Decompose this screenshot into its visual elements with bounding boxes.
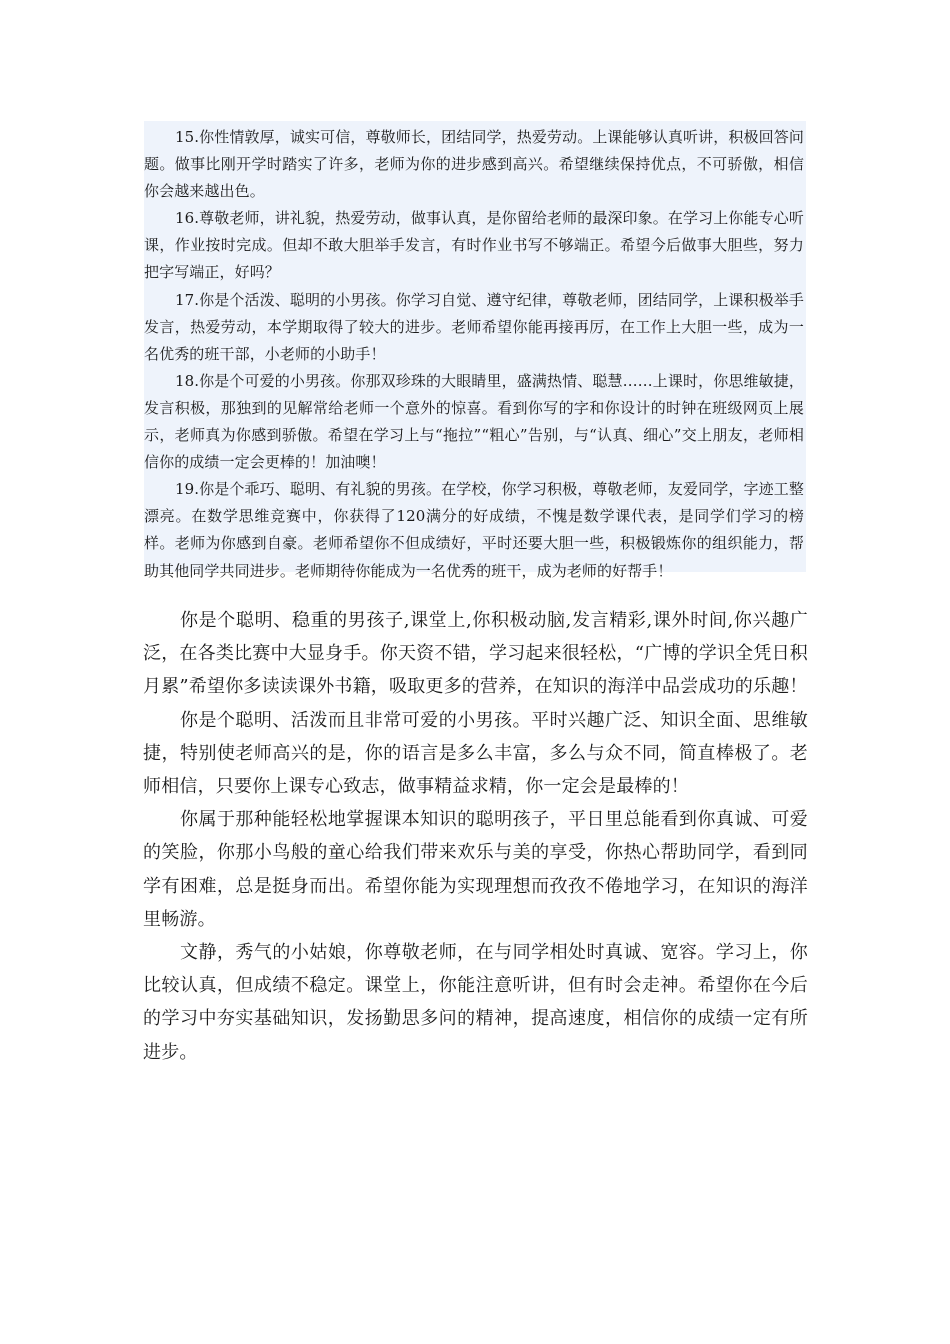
comment-paragraph-19: 19.你是个乖巧、聪明、有礼貌的男孩。在学校，你学习积极，尊敬老师，友爱同学，字迹工整漂亮。在数学思维竞赛中，你获得了120满分的好成绩，不愧是数学课代表，是同学们学习的榜样。老师为你感到自豪。老师希望你不但成绩好，平时还要大胆一些，积极锻炼你的组织能力，帮助其他同学共同进步。老师期待你能成为一名优秀的班干，成为老师的好帮手！ (144, 480, 804, 580)
comment-paragraph-16: 16.尊敬老师，讲礼貌，热爱劳动，做事认真，是你留给老师的最深印象。在学习上你能专心听课，作业按时完成。但却不敢大胆举手发言，有时作业书写不够端正。希望今后做事大胆些，努力把字写端正，好吗？ (144, 209, 804, 282)
comment-paragraph-15: 15.你性情敦厚，诚实可信，尊敬师长，团结同学，热爱劳动。上课能够认真听讲，积极回答问题。做事比刚开学时踏实了许多，老师为你的进步感到高兴。希望继续保持优点，不可骄傲，相信你会越来越出色。 (144, 128, 804, 201)
comment-paragraph: 你属于那种能轻松地掌握课本知识的聪明孩子，平日里总能看到你真诚、可爱的笑脸，你那小鸟般的童心给我们带来欢乐与美的享受，你热心帮助同学，看到同学有困难，总是挺身而出。希望你能为实现理想而孜孜不倦地学习，在知识的海洋里畅游。 (143, 809, 808, 930)
main-comment-section (143, 604, 808, 1069)
comment-paragraph-17: 17.你是个活泼、聪明的小男孩。你学习自觉、遵守纪律，尊敬老师，团结同学，上课积极举手发言，热爱劳动，本学期取得了较大的进步。老师希望你能再接再厉，在工作上大胆一些，成为一名优秀的班干部，小老师的小助手！ (144, 290, 804, 363)
comment-paragraph: 你是个聪明、活泼而且非常可爱的小男孩。平时兴趣广泛、知识全面、思维敏捷，特别使老师高兴的是，你的语言是多么丰富，多么与众不同，简直棒极了。老师相信，只要你上课专心致志，做事精益求精，你一定会是最棒的！ (143, 709, 808, 798)
comment-paragraph-18: 18.你是个可爱的小男孩。你那双珍珠的大眼睛里，盛满热情、聪慧……上课时，你思维敏捷，发言积极，那独到的见解常给老师一个意外的惊喜。看到你写的字和你设计的时钟在班级网页上展示，老师真为你感到骄傲。希望在学习上与“拖拉”“粗心”告别，与“认真、细心”交上朋友，老师相信你的成绩一定会更棒的！加油噢！ (144, 371, 804, 472)
shaded-comment-box (144, 121, 806, 580)
comment-paragraph: 文静，秀气的小姑娘，你尊敬老师，在与同学相处时真诚、宽容。学习上，你比较认真，但成绩不稳定。课堂上，你能注意听讲，但有时会走神。希望你在今后的学习中夯实基础知识，发扬勤思多问的精神，提高速度，相信你的成绩一定有所进步。 (143, 942, 808, 1063)
comment-paragraph: 你是个聪明、稳重的男孩子,课堂上,你积极动脑,发言精彩,课外时间,你兴趣广泛，在各类比赛中大显身手。你天资不错，学习起来很轻松，“广博的学识全凭日积月累”希望你多读读课外书籍，吸取更多的营养，在知识的海洋中品尝成功的乐趣！ (143, 610, 808, 698)
